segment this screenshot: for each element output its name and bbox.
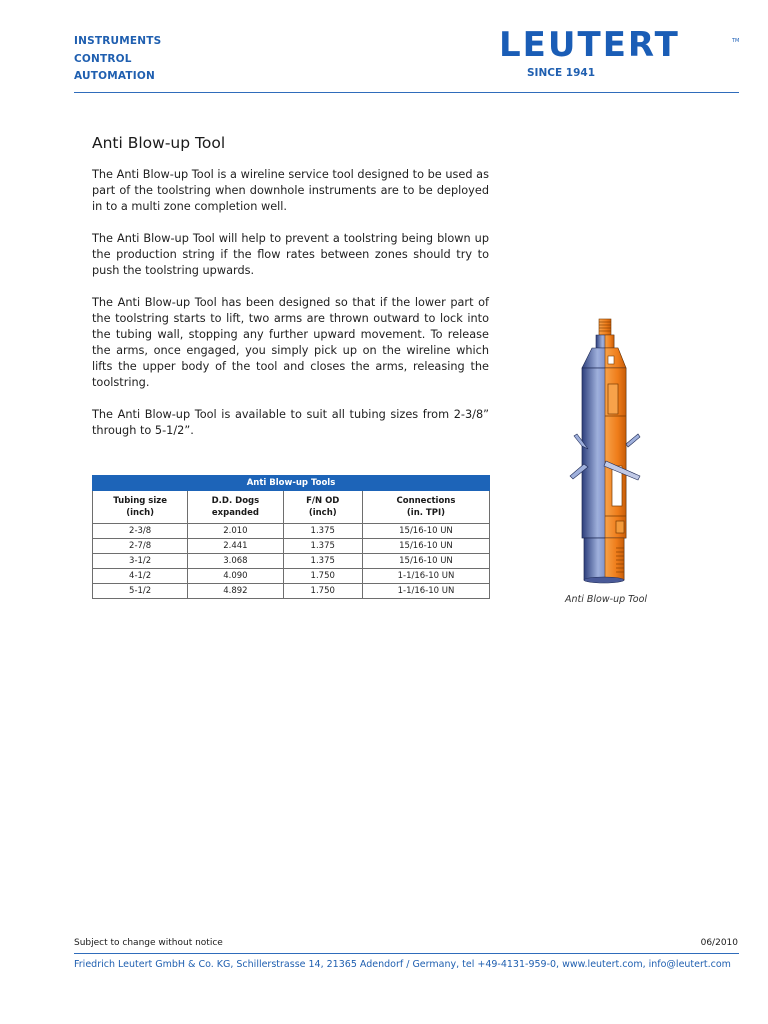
table-caption: Anti Blow-up Tools — [93, 476, 490, 491]
header-line: (inch) — [308, 508, 337, 518]
table-cell: 4.892 — [188, 584, 283, 599]
specs-table — [92, 475, 490, 599]
tagline-line: INSTRUMENTS — [74, 35, 162, 47]
table-cell: 1.750 — [283, 584, 362, 599]
footer-divider — [74, 953, 739, 954]
table-cell: 2.010 — [188, 524, 283, 539]
table-cell: 2-3/8 — [93, 524, 188, 539]
tagline-line: CONTROL — [74, 52, 132, 65]
header-line: (inch) — [126, 508, 155, 518]
paragraph: The Anti Blow-up Tool is available to suit all tubing sizes from 2-3/8” through to 5-1/2”. — [92, 408, 489, 437]
since-label: SINCE 1941 — [527, 67, 596, 79]
table-cell: 4-1/2 — [93, 569, 188, 584]
header-line: (in. TPI) — [406, 508, 446, 518]
header-line: F/N OD — [306, 496, 340, 506]
article-body — [92, 167, 489, 455]
header-line: expanded — [211, 508, 259, 518]
column-header-dogs-expanded — [188, 491, 283, 524]
footer-contact: Friedrich Leutert GmbH & Co. KG, Schillerstrasse 14, 21365 Adendorf / Germany, tel +49-4131-959-0, www.leutert.com, info@leutert.com — [74, 959, 731, 970]
table-cell: 1.750 — [283, 569, 362, 584]
table-cell: 1-1/16-10 UN — [362, 569, 489, 584]
footer-notice: Subject to change without notice — [74, 938, 223, 948]
trademark-mark: TM — [732, 38, 740, 44]
column-header-tubing-size — [93, 491, 188, 524]
table-row — [93, 524, 490, 539]
footer-date: 06/2010 — [700, 938, 738, 948]
column-header-connections — [362, 491, 489, 524]
table-cell: 15/16-10 UN — [362, 524, 489, 539]
figure-caption: Anti Blow-up Tool — [565, 594, 648, 605]
table-cell: 1-1/16-10 UN — [362, 584, 489, 599]
table-cell: 15/16-10 UN — [362, 554, 489, 569]
table-row — [93, 539, 490, 554]
table-row — [93, 569, 490, 584]
page-title: Anti Blow-up Tool — [92, 134, 226, 152]
tagline-line: AUTOMATION — [74, 70, 155, 82]
table-cell: 2-7/8 — [93, 539, 188, 554]
table-cell: 4.090 — [188, 569, 283, 584]
paragraph: The Anti Blow-up Tool will help to prevent a toolstring being blown up the production string if the flow rates between zones should try to push the toolstring upwards. — [92, 232, 489, 277]
table-row — [93, 584, 490, 599]
column-header-fn-od — [283, 491, 362, 524]
header-line: Tubing size — [113, 496, 167, 506]
table-cell: 1.375 — [283, 524, 362, 539]
table-cell: 3.068 — [188, 554, 283, 569]
header-line: D.D. Dogs — [211, 496, 260, 506]
table-cell: 2.441 — [188, 539, 283, 554]
table-cell: 15/16-10 UN — [362, 539, 489, 554]
leutert-logo: LEUTERT — [499, 25, 680, 65]
paragraph: The Anti Blow-up Tool has been designed so that if the lower part of the toolstring starts to lift, two arms are thrown outward to lock into the tubing wall, stopping any further upward movement. To release the arms, once engaged, you simply pick up on the wireline which lifts the upper body of the tool and closes the arms, releasing the toolstring. — [92, 296, 489, 389]
table-cell: 1.375 — [283, 539, 362, 554]
anti-blow-up-tool-illustration — [560, 316, 665, 592]
table-row — [93, 554, 490, 569]
table-cell: 3-1/2 — [93, 554, 188, 569]
tagline — [74, 33, 161, 86]
header-line: Connections — [396, 496, 456, 506]
paragraph: The Anti Blow-up Tool is a wireline service tool designed to be used as part of the toolstring when downhole instruments are to be deployed in to a multi zone completion well. — [92, 168, 489, 213]
table-cell: 5-1/2 — [93, 584, 188, 599]
header-divider — [74, 92, 739, 93]
table-cell: 1.375 — [283, 554, 362, 569]
